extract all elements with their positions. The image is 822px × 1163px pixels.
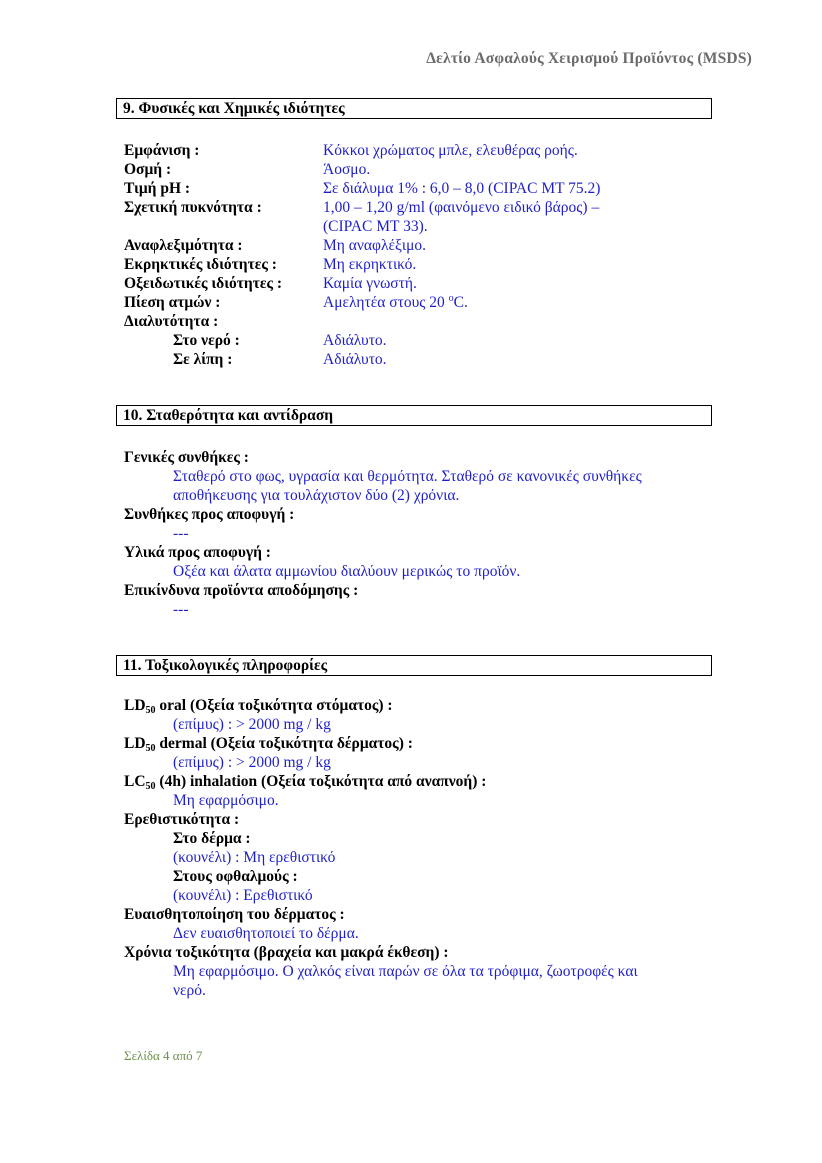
ld50-dermal-value: (επίμυς) : > 2000 mg / kg <box>173 754 331 771</box>
chronic-toxicity-label: Χρόνια τοξικότητα (βραχεία και μακρά έκθεση) : <box>124 944 449 961</box>
general-conditions-value-line-1: Σταθερό στο φως, υγρασία και θερμότητα. Σταθερό σε κανονικές συνθήκες <box>173 468 642 485</box>
chronic-toxicity-value-line-1: Μη εφαρμόσιμο. Ο χαλκός είναι παρών σε όλα τα τρόφιμα, ζωοτροφές και <box>173 963 638 980</box>
oxidizing-value: Καμία γνωστή. <box>323 275 417 292</box>
ld50-dermal-label-text: dermal (Οξεία τοξικότητα δέρματος) : <box>155 735 413 752</box>
fat-solubility-value: Αδιάλυτο. <box>323 351 387 368</box>
lc50-inhalation-label <box>124 772 486 793</box>
odor-label: Οσμή : <box>124 161 172 178</box>
density-value-line-2: (CIPAC MT 33). <box>323 218 428 235</box>
odor-value: Άοσμο. <box>323 161 371 178</box>
water-solubility-label: Στο νερό : <box>173 332 240 349</box>
degree-superscript: o <box>448 293 454 304</box>
ld50-oral-value: (επίμυς) : > 2000 mg / kg <box>173 716 331 733</box>
general-conditions-value-line-2: αποθήκευσης για τουλάχιστον δύο (2) χρόνια. <box>173 487 460 504</box>
page-number: Σελίδα 4 από 7 <box>124 1048 203 1063</box>
appearance-label: Εμφάνιση : <box>124 142 200 159</box>
materials-to-avoid-value: Οξέα και άλατα αμμωνίου διαλύουν μερικώς το προϊόν. <box>173 563 521 580</box>
section-9-title: 9. Φυσικές και Χημικές ιδιότητες <box>116 98 712 119</box>
flammability-label: Αναφλεξιμότητα : <box>124 237 243 254</box>
general-conditions-label: Γενικές συνθήκες : <box>124 449 249 466</box>
decomposition-products-value: --- <box>173 601 189 618</box>
vapor-pressure-value <box>323 293 468 314</box>
conditions-to-avoid-value: --- <box>173 525 189 542</box>
flammability-value: Μη αναφλέξιμο. <box>323 237 426 254</box>
chronic-toxicity-value-line-2: νερό. <box>173 982 206 999</box>
ld50-oral-subscript: 50 <box>145 705 156 716</box>
eye-irritation-value: (κουνέλι) : Ερεθιστικό <box>173 887 313 904</box>
fat-solubility-label: Σε λίπη : <box>173 351 233 368</box>
document-header-title: Δελτίο Ασφαλούς Χειρισμού Προϊόντος (MSDS) <box>426 50 752 67</box>
ph-label: Τιμή pH : <box>124 180 191 197</box>
vapor-pressure-value-text: Αμελητέα στους 20 <box>323 294 449 311</box>
ld50-dermal-label <box>124 734 413 755</box>
lc50-prefix: LC <box>124 773 146 790</box>
lc50-label-text: (4h) inhalation (Οξεία τοξικότητα από αναπνοή) : <box>155 773 487 790</box>
appearance-value: Κόκκοι χρώματος μπλε, ελευθέρας ροής. <box>323 142 578 159</box>
solubility-label: Διαλυτότητα : <box>124 313 219 330</box>
conditions-to-avoid-label: Συνθήκες προς αποφυγή : <box>124 506 295 523</box>
skin-irritation-label: Στο δέρμα : <box>173 830 251 847</box>
ph-value: Σε διάλυμα 1% : 6,0 – 8,0 (CIPAC MT 75.2) <box>323 180 601 197</box>
irritation-label: Ερεθιστικότητα : <box>124 811 240 828</box>
lc50-inhalation-value: Μη εφαρμόσιμο. <box>173 792 279 809</box>
section-11-title: 11. Τοξικολογικές πληροφορίες <box>116 655 712 676</box>
density-label: Σχετική πυκνότητα : <box>124 199 262 216</box>
explosive-value: Μη εκρηκτικό. <box>323 256 417 273</box>
explosive-label: Εκρηκτικές ιδιότητες : <box>124 256 277 273</box>
ld50-dermal-prefix: LD <box>124 735 146 752</box>
vapor-pressure-unit: C. <box>453 294 468 311</box>
section-10-title: 10. Σταθερότητα και αντίδραση <box>116 405 712 426</box>
water-solubility-value: Αδιάλυτο. <box>323 332 387 349</box>
ld50-oral-prefix: LD <box>124 697 146 714</box>
materials-to-avoid-label: Υλικά προς αποφυγή : <box>124 544 271 561</box>
ld50-dermal-subscript: 50 <box>145 743 156 754</box>
ld50-oral-label <box>124 696 393 717</box>
skin-irritation-value: (κουνέλι) : Μη ερεθιστικό <box>173 849 336 866</box>
lc50-subscript: 50 <box>145 781 156 792</box>
eye-irritation-label: Στους οφθαλμούς : <box>173 868 298 885</box>
oxidizing-label: Οξειδωτικές ιδιότητες : <box>124 275 283 292</box>
vapor-pressure-label: Πίεση ατμών : <box>124 294 221 311</box>
density-value-line-1: 1,00 – 1,20 g/ml (φαινόμενο ειδικό βάρος) – <box>323 199 600 216</box>
decomposition-products-label: Επικίνδυνα προϊόντα αποδόμησης : <box>124 582 359 599</box>
skin-sensitization-label: Ευαισθητοποίηση του δέρματος : <box>124 906 345 923</box>
ld50-oral-label-text: oral (Οξεία τοξικότητα στόματος) : <box>155 697 393 714</box>
skin-sensitization-value: Δεν ευαισθητοποιεί το δέρμα. <box>173 925 359 942</box>
